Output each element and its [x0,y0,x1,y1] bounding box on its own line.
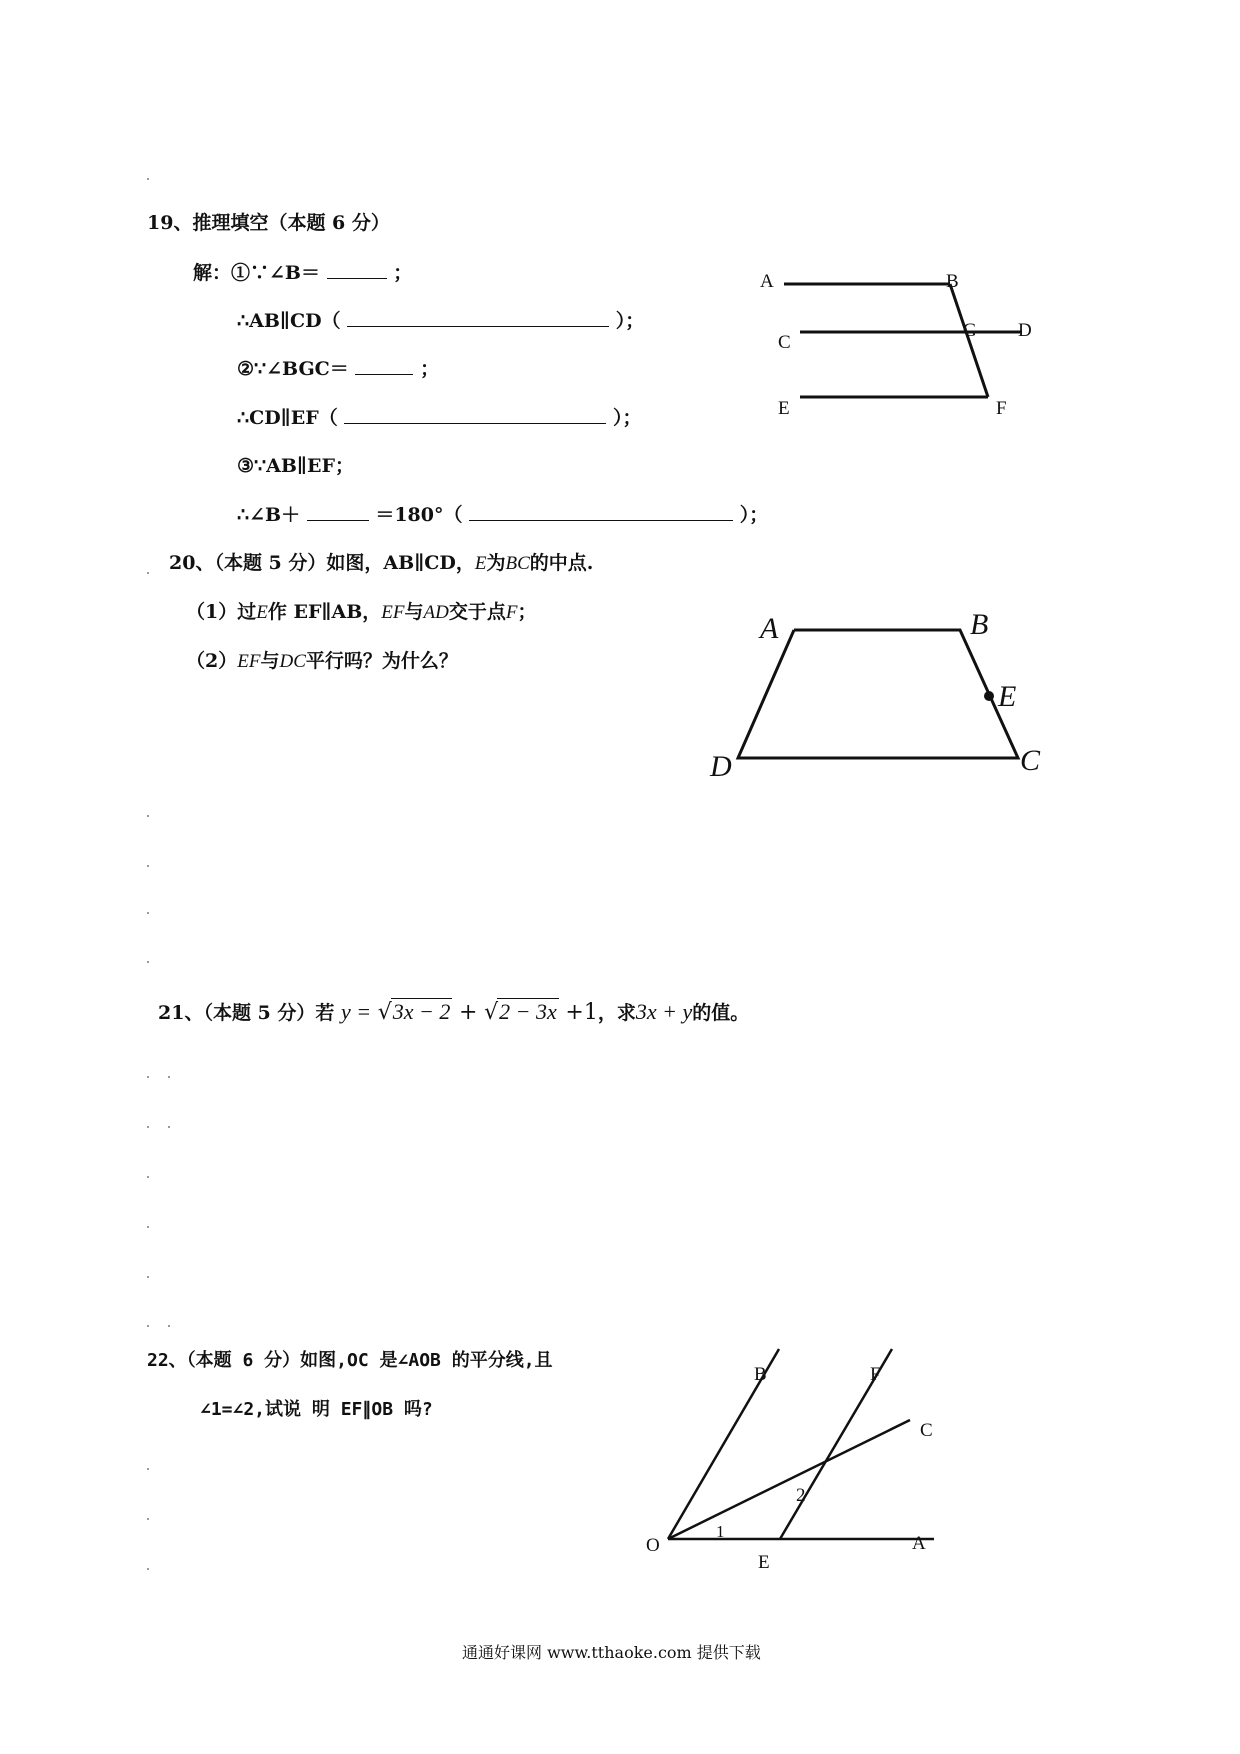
q20-title-text: 20、（本题 5 分）如图，AB∥CD， [169,552,475,574]
q19-label-f: F [996,398,1007,419]
q19-label-c: C [778,332,791,353]
margin-dot [147,1276,149,1278]
q21-rad-2: 2 − 3x [499,999,557,1024]
q19-blank-1[interactable] [327,262,387,279]
q20-label-e: E [998,680,1017,713]
q20-part-2 [186,646,458,673]
margin-dot [168,1325,170,1327]
margin-dot [147,1176,149,1178]
margin-dot [147,1325,149,1327]
q19-line-2-end: ）； [615,310,645,332]
q20-p1-f: F [505,602,518,623]
trapezoid-abcd [738,630,1018,758]
q20-p1-mid2: 与 [404,601,424,623]
q21-question [158,998,749,1025]
q19-line-6-mid: ＝180°（ [375,504,463,526]
q22-label-o: O [646,1535,660,1556]
q19-label-e: E [778,398,790,419]
q19-blank-6[interactable] [469,504,733,521]
margin-dot [147,1226,149,1228]
point-e [984,691,994,701]
q22-label-b: B [754,1364,767,1385]
q22-label-c: C [920,1420,933,1441]
line-oc [668,1420,910,1539]
q21-plus-1: +1 [565,1000,598,1025]
q19-line-4 [237,403,641,430]
q19-figure [760,265,1080,425]
q21-rad-1: 3x − 2 [392,999,451,1024]
q19-line-1-end: ； [393,262,413,284]
q20-p1-pre: （1）过 [186,601,257,623]
q19-line-3 [237,354,439,381]
margin-dot [147,961,149,963]
margin-dot [147,1126,149,1128]
page-footer: 通通好课网 www.tthaoke.com 提供下载 [462,1643,761,1662]
q20-title-e: E [474,553,487,574]
q20-p2-mid: 与 [260,650,280,672]
q20-p1-mid: 作 EF∥AB， [267,601,382,623]
q20-title-end: 的中点. [529,552,594,574]
q20-p2-end: 平行吗？为什么？ [305,650,458,672]
q19-blank-2[interactable] [347,310,609,327]
q20-title-mid: 为 [486,552,506,574]
q19-label-a: A [760,271,774,292]
q20-p1-mid3: 交于点 [448,601,506,623]
q20-label-a: A [760,612,779,645]
sqrt-1: √3x − 2 [377,999,451,1025]
q20-title [169,548,593,575]
q22-line-2: ∠1=∠2,试说 明 EF∥OB 吗? [200,1399,433,1420]
q19-blank-4[interactable] [344,407,606,424]
q19-line-1 [193,258,412,285]
q20-p2-pre: （2） [186,650,238,672]
q21-pre: 21、（本题 5 分）若 [158,1002,335,1024]
q19-line-4-end: ）； [612,407,642,429]
sqrt-2: √2 − 3x [484,999,557,1025]
q21-y-eq: y = [341,999,372,1024]
q20-p1-ad: AD [423,602,449,623]
margin-dot [147,178,149,180]
margin-dot [147,572,149,574]
margin-dot [147,1468,149,1470]
margin-dot [147,865,149,867]
q19-blank-3[interactable] [355,358,413,375]
margin-dot [147,815,149,817]
q21-mid: ，求 [597,1002,636,1024]
q20-label-b: B [970,608,989,641]
q20-label-c: C [1020,744,1041,777]
q20-label-d: D [710,750,732,783]
q22-label-a: A [912,1533,926,1554]
q20-p2-ef: EF [237,651,261,672]
q19-label-b: B [946,271,959,292]
q19-line-5: ③∵AB∥EF； [237,455,354,477]
q20-p2-dc: DC [279,651,306,672]
margin-dot [147,1518,149,1520]
q19-line-3-text: ②∵∠BGC＝ [237,358,349,380]
q22-label-f: F [870,1364,881,1385]
q20-p1-ef: EF [381,602,405,623]
margin-dot [168,1076,170,1078]
q22-label-e: E [758,1552,770,1573]
q19-label-g: G [963,320,977,341]
q20-title-bc: BC [505,553,530,574]
q22-title: 22、（本题 6 分）如图,OC 是∠AOB 的平分线,且 [147,1350,553,1371]
q20-figure [700,600,1041,783]
q22-figure [646,1355,950,1575]
q21-plus: + [459,1000,478,1025]
margin-dot [168,1126,170,1128]
q19-title: 19、推理填空（本题 6 分） [147,212,390,234]
margin-dot [147,1076,149,1078]
q21-expr: 3x + y [635,999,693,1024]
q20-p1-e: E [256,602,268,623]
q20-p1-end: ； [517,601,537,623]
q19-line-6 [237,500,768,527]
q19-line-6-end: ）； [739,504,769,526]
margin-dot [147,1568,149,1570]
q19-line-2-text: ∴AB∥CD（ [237,310,341,332]
q19-blank-5[interactable] [307,504,369,521]
q19-line-3-end: ； [420,358,440,380]
q22-label-2: 2 [796,1485,806,1506]
q21-post: 的值。 [692,1002,750,1024]
q19-line-2 [237,306,644,333]
q19-line-4-text: ∴CD∥EF（ [237,407,338,429]
q19-line-6-text: ∴∠B＋ [237,504,301,526]
q19-label-d: D [1018,320,1032,341]
margin-dot [147,912,149,914]
q19-line-1-text: 解：①∵∠B＝ [193,262,320,284]
q20-part-1 [186,597,537,624]
q22-label-1: 1 [716,1522,725,1541]
